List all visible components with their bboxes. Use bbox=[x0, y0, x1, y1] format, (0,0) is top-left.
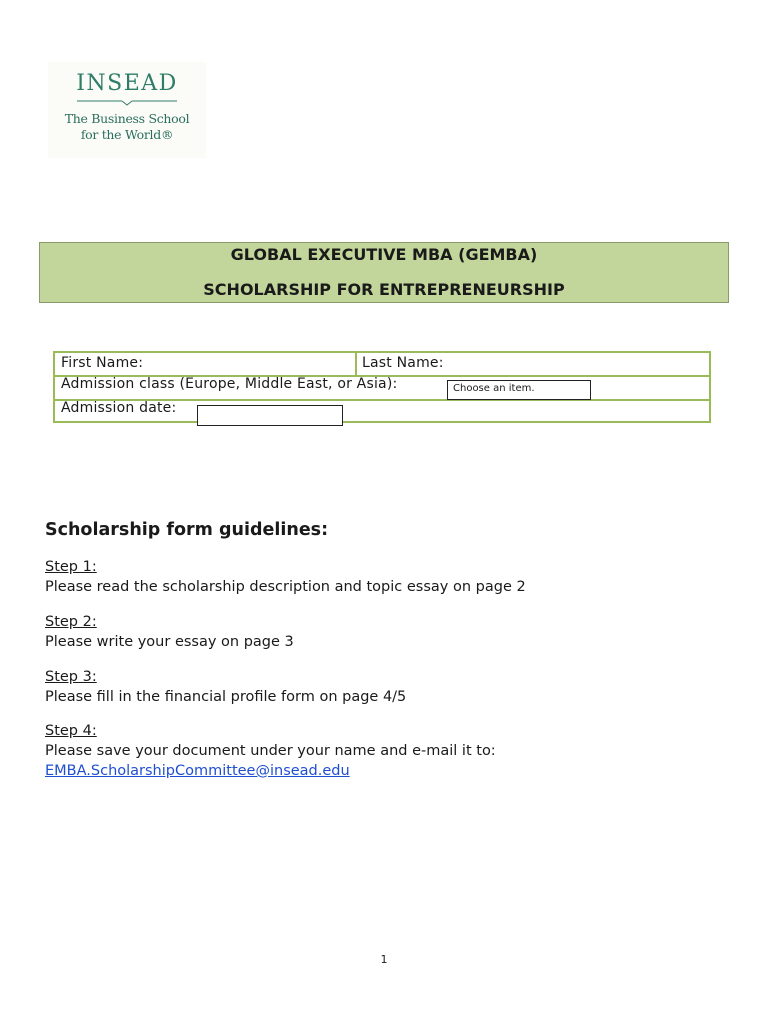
last-name-label: Last Name: bbox=[362, 355, 444, 371]
admission-class-row bbox=[55, 375, 709, 401]
insead-logo bbox=[48, 62, 206, 158]
title-scholarship: SCHOLARSHIP FOR ENTREPRENEURSHIP bbox=[203, 280, 565, 299]
step-4 bbox=[45, 721, 496, 781]
name-row bbox=[55, 353, 709, 377]
admission-date-field[interactable] bbox=[197, 405, 343, 426]
step-3 bbox=[45, 667, 406, 707]
admission-date-row bbox=[55, 400, 709, 422]
logo-tagline-1: The Business School bbox=[64, 111, 190, 126]
logo-wordmark: INSEAD bbox=[76, 71, 178, 96]
step-1 bbox=[45, 557, 526, 597]
applicant-info-table bbox=[53, 351, 711, 423]
title-program: GLOBAL EXECUTIVE MBA (GEMBA) bbox=[230, 245, 538, 264]
admission-class-value: Choose an item. bbox=[453, 383, 535, 394]
admission-class-label: Admission class (Europe, Middle East, or Asia): bbox=[61, 376, 398, 392]
guidelines-heading: Scholarship form guidelines: bbox=[45, 520, 329, 540]
step-2-text: Please write your essay on page 3 bbox=[45, 634, 294, 650]
admission-class-dropdown[interactable] bbox=[447, 380, 591, 400]
step-2 bbox=[45, 612, 294, 652]
logo-divider-icon bbox=[77, 98, 177, 106]
step-3-text: Please fill in the financial profile form on page 4/5 bbox=[45, 689, 407, 705]
admission-date-label: Admission date: bbox=[61, 400, 177, 416]
column-divider bbox=[355, 353, 357, 375]
page-number: 1 bbox=[380, 953, 388, 966]
step-3-title: Step 3: bbox=[45, 669, 97, 685]
committee-email-link[interactable]: EMBA.ScholarshipCommittee@insead.edu bbox=[45, 763, 350, 779]
title-banner bbox=[39, 242, 729, 303]
step-4-text: Please save your document under your name and e-mail it to: bbox=[45, 743, 496, 759]
first-name-label: First Name: bbox=[61, 355, 144, 371]
step-1-title: Step 1: bbox=[45, 559, 97, 575]
step-1-text: Please read the scholarship description and topic essay on page 2 bbox=[45, 579, 526, 595]
step-2-title: Step 2: bbox=[45, 614, 97, 630]
logo-tagline-2: for the World® bbox=[80, 127, 174, 142]
step-4-title: Step 4: bbox=[45, 723, 97, 739]
